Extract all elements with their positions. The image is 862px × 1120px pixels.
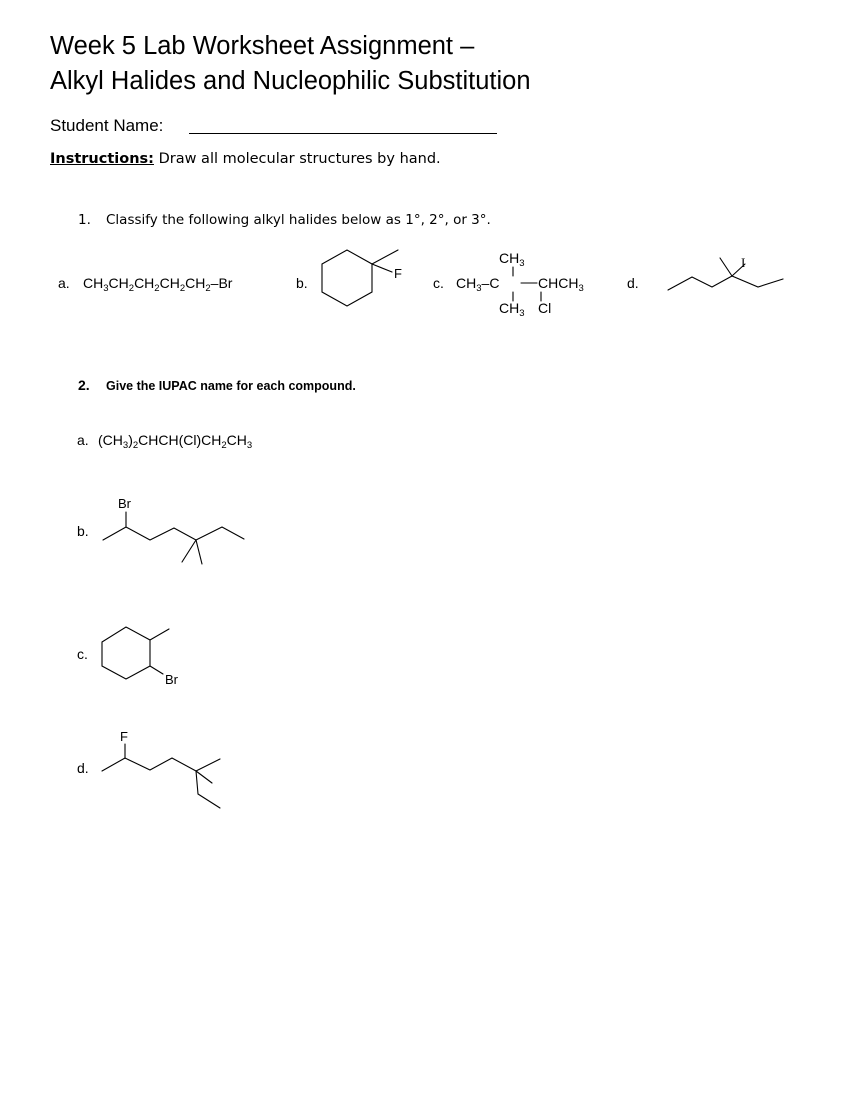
question-1-number: 1. (78, 212, 91, 228)
q2a-formula: $(CH_3)_2CHCH(Cl)CH_2CH_3$ (98, 432, 253, 451)
page-title-line2: Alkyl Halides and Nucleophilic Substitution (50, 67, 531, 95)
page-title-line1: Week 5 Lab Worksheet Assignment – (50, 32, 475, 60)
q2d-structure (102, 744, 220, 808)
q1c-bottom-left: $CH_3$ (499, 300, 525, 319)
q2d-label: d. (77, 760, 89, 776)
q1a-label: a. (58, 275, 70, 291)
q2c-label: c. (77, 646, 88, 662)
question-2-number: 2. (78, 377, 90, 393)
q2b-structure (103, 512, 244, 564)
q1c-main-right: $CHCH_3$ (538, 275, 584, 294)
q2b-halogen: Br (118, 496, 131, 511)
q1d-structure (668, 258, 783, 290)
q1c-main-left: $CH_3-C$ (456, 275, 500, 294)
q2a-label: a. (77, 432, 89, 448)
q2b-label: b. (77, 523, 89, 539)
q2c-structure (102, 627, 169, 679)
q1b-label: b. (296, 275, 308, 291)
q1b-structure (322, 250, 398, 306)
q2c-halogen: Br (165, 672, 178, 687)
question-1-prompt: Classify the following alkyl halides below as 1°, 2°, or 3°. (106, 212, 491, 228)
q1c-top-group: $CH_3$ (499, 250, 525, 269)
q1d-label: d. (627, 275, 639, 291)
q1c-label: c. (433, 275, 444, 291)
question-2-prompt: Give the IUPAC name for each compound. (106, 379, 356, 393)
q1a-formula: $CH_3CH_2CH_2CH_2CH_2-Br$ (83, 275, 233, 294)
student-name-label: Student Name: (50, 116, 164, 135)
q2d-halogen: F (120, 729, 128, 744)
q1c-bottom-right: Cl (538, 300, 552, 316)
q1b-halogen: F (394, 266, 402, 281)
q1d-halogen: I (741, 255, 746, 270)
instructions-text: Draw all molecular structures by hand. (153, 151, 441, 167)
instructions-label: Instructions: (50, 151, 154, 167)
